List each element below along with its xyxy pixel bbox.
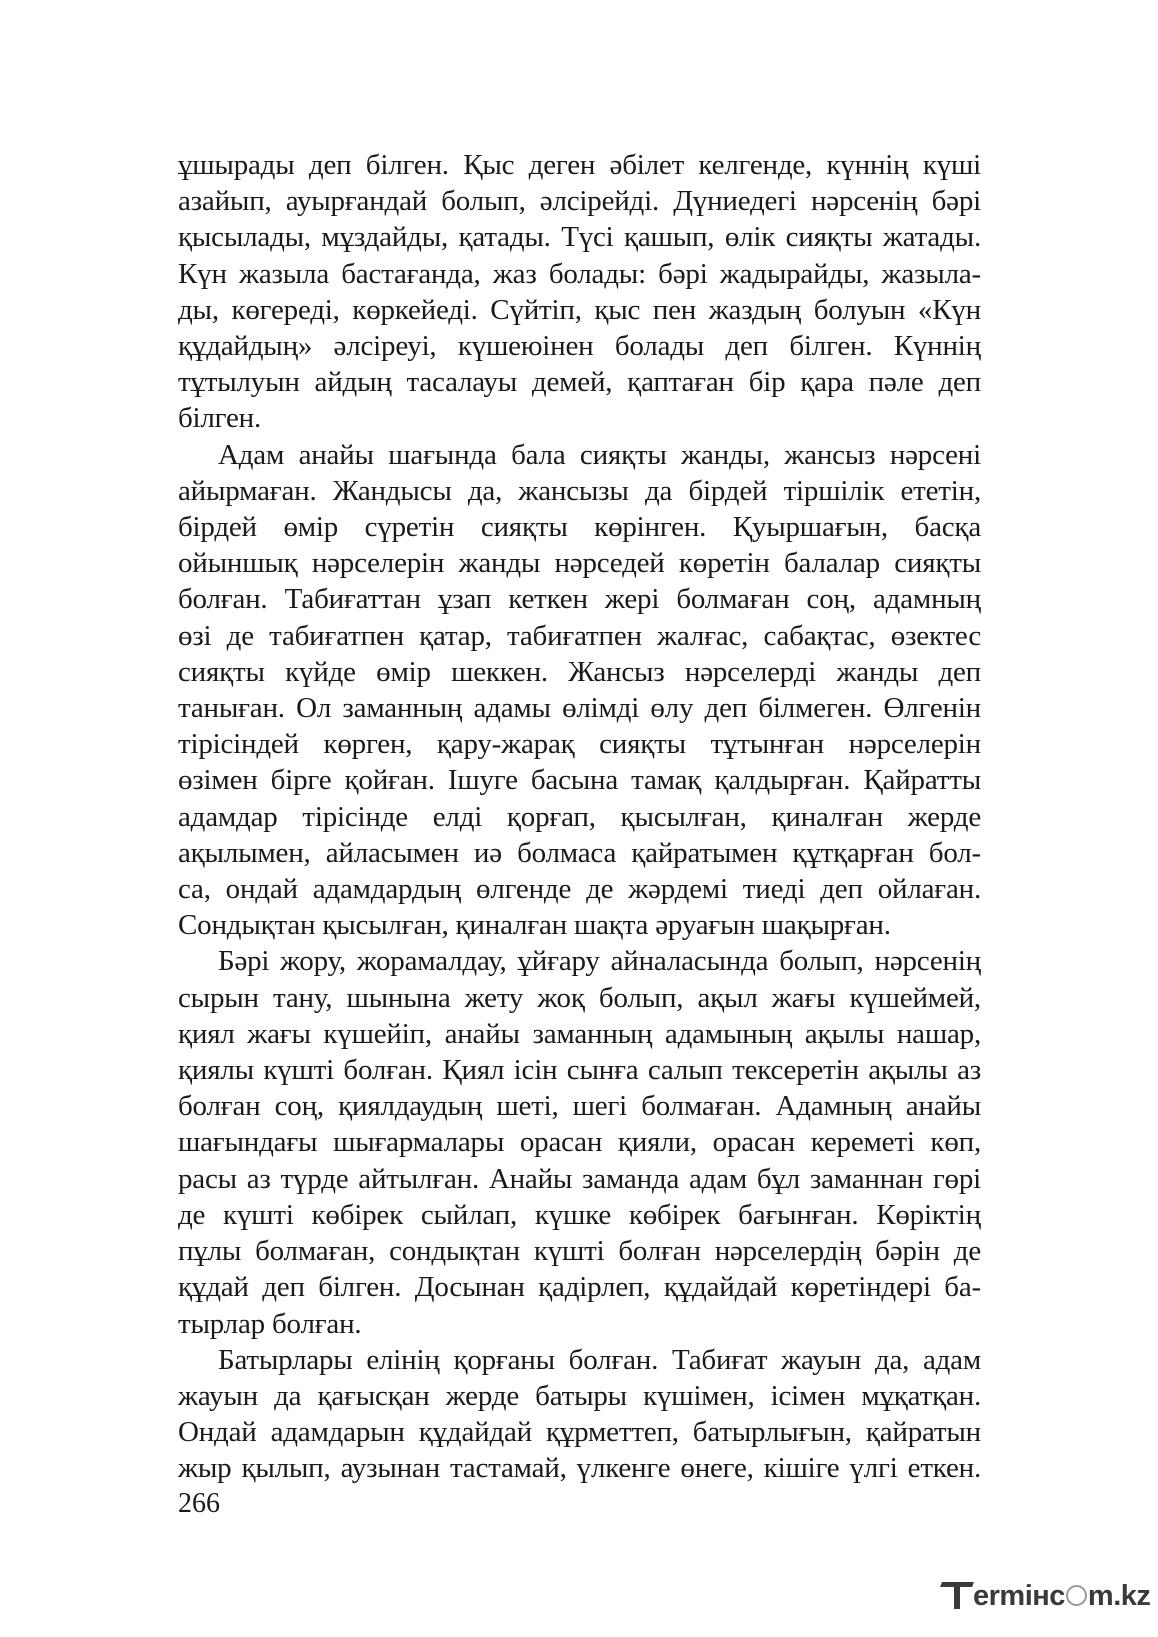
text-line: де күшті көбірек сыйлап, күшке көбірек бағынған. Көріктің <box>178 1198 981 1231</box>
text-line: сияқты күйде өмір шеккен. Жансыз нәрселерді жанды деп <box>178 655 981 688</box>
paragraph-4 <box>178 1342 981 1487</box>
t-logo-icon <box>943 1580 973 1613</box>
text-line: адамдар тірісінде елді қорғап, қысылған, қиналған жерде <box>178 800 981 833</box>
text-line: Ондай адамдарын құдайдай құрметтеп, батырлығын, қайратын <box>178 1416 981 1449</box>
text-line: өзі де табиғатпен қатар, табиғатпен жалғас, сабақтас, өзектес <box>178 619 981 652</box>
text-line: құдайдың» әлсіреуі, күшеюінен болады деп білген. Күннің <box>178 330 981 363</box>
text-line: ойыншық нәрселерін жанды нәрседей көретін балалар сияқты <box>178 547 981 580</box>
text-line: тырлар болған. <box>178 1307 362 1340</box>
text-line: қиял жағы күшейіп, анайы заманның адамының ақылы нашар, <box>178 1017 981 1050</box>
text-line: өзімен бірге қойған. Ішуге басына тамақ қалдырған. Қайратты <box>178 764 981 797</box>
globe-icon <box>1066 1585 1087 1606</box>
watermark-text-part2: m.kz <box>1087 1580 1151 1612</box>
watermark-text-part1: ermінc <box>973 1580 1065 1612</box>
paragraph-3 <box>178 943 981 1341</box>
text-line: расы аз түрде айтылған. Анайы заманда адам бұл заманнан гөрі <box>178 1162 981 1195</box>
text-line: қиялы күшті болған. Қиял ісін сынға салып тексеретін ақылы аз <box>178 1054 981 1087</box>
text-line: тұтылуын айдың тасалауы демей, қаптаған бір қара пәле деп <box>178 366 981 399</box>
text-line: Бәрі жору, жорамалдау, ұйғару айналасында болып, нәрсенің <box>218 945 981 978</box>
text-line: ды, көгереді, көркейеді. Сүйтіп, қыс пен жаздың болуын «Күн <box>178 293 981 326</box>
text-line: жыр қылып, аузынан тастамай, үлкенге өнеге, кішіге үлгі еткен. <box>178 1452 981 1485</box>
text-line: Адам анайы шағында бала сияқты жанды, жансыз нәрсені <box>218 438 981 471</box>
text-line: са, ондай адамдардың өлгенде де жәрдемі тиеді деп ойлаған. <box>178 873 981 906</box>
text-line: ақылымен, айласымен иә болмаса қайратымен құтқарған бол- <box>178 836 981 869</box>
text-line: құдай деп білген. Досынан қадірлеп, құдайдай көретіндері ба- <box>178 1271 981 1304</box>
text-line: сырын тану, шынына жету жоқ болып, ақыл жағы күшеймей, <box>178 981 981 1014</box>
text-line: қысылады, мұздайды, қатады. Түсі қашып, өлік сияқты жатады. <box>178 221 981 254</box>
terminkom-watermark-logo <box>943 1580 1151 1620</box>
page-number: 266 <box>178 1488 220 1519</box>
text-line: болған соң, қиялдаудың шеті, шегі болмаған. Адамның анайы <box>178 1090 981 1123</box>
text-line: ұшырады деп білген. Қыс деген әбілет келгенде, күннің күші <box>178 149 981 181</box>
text-line: шағындағы шығармалары орасан қияли, орасан кереметі көп, <box>178 1126 981 1159</box>
text-line: білген. <box>178 402 262 435</box>
paragraph-2 <box>178 437 981 944</box>
text-line: болған. Табиғаттан ұзап кеткен жері болмаған соң, адамның <box>178 583 981 616</box>
paragraph-1 <box>178 147 981 437</box>
text-line: азайып, ауырғандай болып, әлсірейді. Дүниедегі нәрсенің бәрі <box>178 185 981 218</box>
text-line: айырмаған. Жандысы да, жансызы да бірдей тіршілік ететін, <box>178 474 981 507</box>
text-line: жауын да қағысқан жерде батыры күшімен, ісімен мұқатқан. <box>178 1379 981 1412</box>
body-text <box>178 147 981 1487</box>
text-line: тірісіндей көрген, қару-жарақ сияқты тұтынған нәрселерін <box>178 728 981 761</box>
text-line: пұлы болмаған, сондықтан күшті болған нәрселердің бәрін де <box>178 1235 981 1268</box>
text-line: бірдей өмір сүретін сияқты көрінген. Қуыршағын, басқа <box>178 511 981 544</box>
text-line: Сондықтан қысылған, қиналған шақта әруағын шақырған. <box>178 909 891 942</box>
text-line: Батырлары елінің қорғаны болған. Табиғат жауын да, адам <box>218 1343 981 1376</box>
text-line: Күн жазыла бастағанда, жаз болады: бәрі жадырайды, жазыла- <box>178 257 981 290</box>
text-line: таныған. Ол заманның адамы өлімді өлу деп білмеген. Өлгенін <box>178 692 981 725</box>
